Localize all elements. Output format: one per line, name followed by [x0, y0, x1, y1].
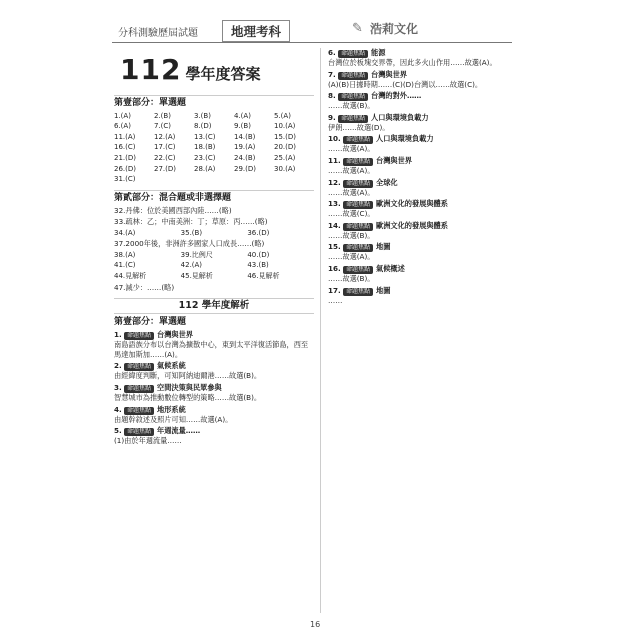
explanation-text: ……故選(B)。: [328, 230, 375, 240]
answer-cell: 10.(A): [274, 122, 296, 131]
answer-cell: 15.(D): [274, 132, 296, 141]
answer-cell: 16.(C): [114, 143, 136, 152]
explanation-item: [114, 330, 314, 359]
focus-tag: 命題焦點: [124, 363, 154, 371]
answer-cell: 2.(B): [154, 111, 171, 120]
answer-cell: 30.(A): [274, 164, 296, 173]
topic-label: 台灣與世界: [371, 69, 407, 79]
explanation-text: ……故選(B)。: [328, 273, 375, 283]
question-number: 7.: [328, 69, 336, 79]
topic-label: 氣候系統: [157, 361, 186, 371]
focus-tag: 命題焦點: [343, 223, 373, 231]
answer-36: 36.(D): [247, 228, 270, 237]
explanation-text: ……: [328, 295, 343, 305]
question-number: 4.: [114, 404, 122, 414]
focus-tag: 命題焦點: [343, 136, 373, 144]
topic-label: 氣候概述: [376, 263, 405, 273]
answer-cell: 21.(D): [114, 153, 136, 162]
focus-tag: 命題焦點: [343, 180, 373, 188]
answer-42: 42.(A): [180, 261, 203, 270]
part1-answer-grid: [114, 112, 314, 185]
publisher-name: 浩莉文化: [370, 22, 419, 36]
focus-tag: 命題焦點: [343, 201, 373, 209]
answer-cell: 12.(A): [154, 132, 176, 141]
explanation-item: [328, 48, 528, 68]
answer-cell: 13.(C): [194, 132, 216, 141]
explanation-item: [114, 361, 314, 381]
answer-45: 45.見解析: [180, 271, 213, 280]
explanation-text: 由經緯度判斷，可知阿納迪爾港……故選(B)。: [114, 371, 262, 381]
answer-cell: 31.(C): [114, 175, 136, 184]
answer-46: 46.見解析: [247, 271, 280, 280]
answer-cell: 1.(A): [114, 111, 131, 120]
answer-cell: 9.(B): [234, 122, 251, 131]
focus-tag: 命題焦點: [343, 244, 373, 252]
question-number: 16.: [328, 263, 341, 273]
answer-title: [120, 54, 314, 90]
explanation-text: ……故選(A)。: [328, 165, 375, 175]
topic-label: 能源: [371, 48, 386, 57]
explanation-item: [328, 242, 528, 262]
explanation-item: [328, 286, 528, 306]
explanation-item: [328, 70, 528, 90]
explanation-text: 由題幹敘述及照片可知……故選(A)。: [114, 414, 233, 424]
topic-label: 地形系統: [157, 404, 186, 414]
explanation-item: [114, 426, 314, 446]
topic-label: 台灣的對外……: [371, 91, 422, 101]
focus-tag: 命題焦點: [343, 158, 373, 166]
question-number: 6.: [328, 48, 336, 57]
answer-34: 34.(A): [114, 228, 136, 237]
answer-cell: 23.(C): [194, 153, 216, 162]
answer-39: 39.比例尺: [180, 250, 213, 259]
focus-tag: 命題焦點: [338, 93, 368, 101]
topic-label: 歐洲文化的發展與體系: [376, 220, 448, 230]
topic-label: 人口與環境負載力: [371, 112, 429, 122]
explanation-text: ……故選(A)。: [328, 252, 375, 262]
explanation-item: [328, 113, 528, 133]
answer-38: 38.(A): [114, 250, 136, 259]
explanation-text: ……故選(A)。: [328, 187, 375, 197]
answer-row-34: [114, 229, 314, 239]
explanation-item: [114, 383, 314, 403]
answer-33: 33.疏林：乙；中南美洲：丁；草原：丙……(略): [114, 216, 268, 226]
topic-label: 全球化: [376, 177, 398, 187]
answer-cell: 3.(B): [194, 111, 211, 120]
answer-cell: 20.(D): [274, 143, 296, 152]
explanation-text: 智慧城市為推動數位轉型的策略……故選(B)。: [114, 393, 262, 403]
question-number: 2.: [114, 361, 122, 371]
focus-tag: 命題焦點: [124, 385, 154, 393]
topic-label: 歐洲文化的發展與體系: [376, 199, 448, 209]
focus-tag: 命題焦點: [343, 288, 373, 296]
page-number: 16: [310, 620, 321, 629]
left-column: [114, 48, 314, 448]
answer-cell: 24.(B): [234, 153, 256, 162]
explanation-text: ……故選(C)。: [328, 209, 375, 219]
focus-tag: 命題焦點: [124, 428, 154, 436]
answer-cell: 4.(A): [234, 111, 251, 120]
answer-cell: 25.(A): [274, 153, 296, 162]
answer-43: 43.(B): [247, 261, 269, 270]
question-number: 10.: [328, 134, 341, 144]
question-number: 17.: [328, 285, 341, 295]
explanation-text: ……故選(B)。: [328, 101, 375, 111]
answer-37: 37.2000年後，非洲許多國家人口成長……(略): [114, 239, 265, 249]
topic-label: 地圖: [376, 242, 391, 252]
topic-label: 空間決策與民眾參與: [157, 383, 222, 393]
explanation-item: [328, 178, 528, 198]
publisher-logo-icon: ✎: [352, 21, 363, 36]
question-number: 3.: [114, 383, 122, 393]
explanation-text: 台灣位於板塊交界帶，因此多火山作用……故選(A)。: [328, 58, 497, 67]
answer-cell: 28.(A): [194, 164, 216, 173]
question-number: 15.: [328, 242, 341, 252]
focus-tag: 命題焦點: [338, 50, 368, 58]
answer-cell: 6.(A): [114, 122, 131, 131]
header-rule: [112, 42, 512, 43]
topic-label: 台灣與世界: [157, 330, 193, 340]
answer-cell: 29.(D): [234, 164, 256, 173]
page-header: [112, 18, 512, 42]
answer-cell: 5.(A): [274, 111, 291, 120]
right-column: [328, 48, 528, 307]
explanation-text: 南島語族分布以台灣為擴散中心，東到太平洋復活節島，西至馬達加斯加……(A)。: [114, 340, 309, 359]
focus-tag: 命題焦點: [124, 332, 154, 340]
topic-label: 人口與環境負載力: [376, 134, 434, 144]
part1-heading: 第壹部分：單選題: [114, 95, 314, 109]
answer-cell: 18.(B): [194, 143, 216, 152]
focus-tag: 命題焦點: [124, 407, 154, 415]
answer-35: 35.(B): [180, 228, 203, 237]
answer-cell: 17.(C): [154, 143, 176, 152]
subject-title: 地理考科: [222, 20, 290, 42]
focus-tag: 命題焦點: [338, 115, 368, 123]
explanation-item: [328, 91, 528, 111]
focus-tag: 命題焦點: [338, 72, 368, 80]
question-number: 12.: [328, 177, 341, 187]
answer-cell: 8.(D): [194, 122, 212, 131]
right-explanation-list: [328, 48, 528, 305]
explanation-text: (1)由於年週流量……: [114, 436, 182, 446]
answer-title-label: 學年度答案: [185, 65, 261, 83]
topic-label: 年週流量……: [157, 426, 201, 436]
explanation-item: [328, 264, 528, 284]
answer-40: 40.(D): [247, 250, 270, 259]
explanation-item: [328, 134, 528, 154]
question-number: 1.: [114, 330, 122, 340]
answer-cell: 7.(C): [154, 122, 172, 131]
answer-cell: 14.(B): [234, 132, 256, 141]
explanation-text: ……故選(A)。: [328, 144, 375, 154]
question-number: 13.: [328, 199, 341, 209]
question-number: 14.: [328, 220, 341, 230]
explanation-part1-heading: 第壹部分：單選題: [114, 316, 187, 327]
answer-cell: 19.(A): [234, 143, 256, 152]
answer-cell: 22.(C): [154, 153, 176, 162]
topic-label: 地圖: [376, 285, 391, 295]
explanation-item: [328, 156, 528, 176]
topic-label: 台灣與世界: [376, 155, 412, 165]
left-explanation-list: [114, 330, 314, 446]
question-number: 9.: [328, 112, 336, 122]
question-number: 11.: [328, 155, 341, 165]
answer-47: 47.減少：……(略): [114, 282, 175, 292]
explanation-text: 伊朗……故選(D)。: [328, 122, 390, 132]
question-number: 8.: [328, 91, 336, 101]
series-title: 分科測驗歷屆試題: [118, 28, 198, 39]
explanation-title: 112 學年度解析: [114, 298, 314, 314]
answer-cell: 27.(D): [154, 164, 176, 173]
column-divider: [320, 48, 321, 613]
answer-41: 41.(C): [114, 261, 136, 270]
answer-cell: 11.(A): [114, 132, 136, 141]
explanation-item: [328, 199, 528, 219]
answer-32: 32.丹佛：位於美國西部內陸……(略): [114, 206, 232, 216]
answer-44: 44.見解析: [114, 271, 147, 280]
explanation-text: (A)(B)日據時期……(C)(D)台灣以……故選(C)。: [328, 79, 483, 89]
explanation-item: [328, 221, 528, 241]
question-number: 5.: [114, 426, 122, 436]
explanation-item: [114, 405, 314, 425]
part2-heading: 第貳部分：混合題或非選擇題: [114, 190, 314, 204]
focus-tag: 命題焦點: [343, 266, 373, 274]
answer-cell: 26.(D): [114, 164, 136, 173]
answer-title-year: 112: [120, 53, 182, 86]
answer-row-38: [114, 251, 314, 282]
